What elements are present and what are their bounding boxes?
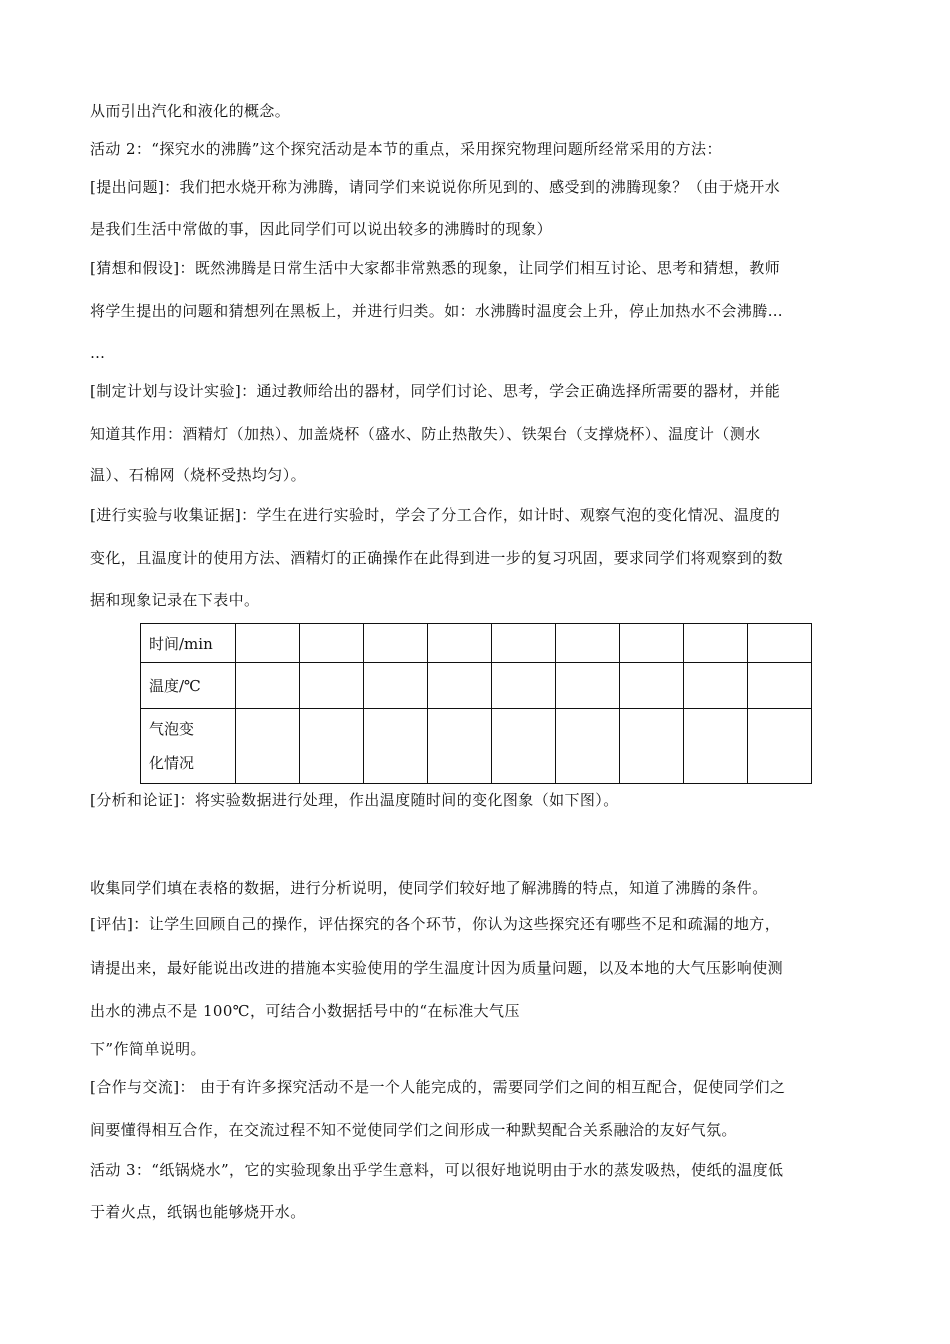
table-row-time — [141, 624, 812, 663]
paragraph-line: 是我们生活中常做的事，因此同学们可以说出较多的沸腾时的现象） — [90, 220, 553, 238]
table-cell[interactable] — [364, 624, 428, 663]
paragraph-line: [进行实验与收集证据]：学生在进行实验时，学会了分工合作，如计时、观察气泡的变化情况、温度的 — [90, 506, 781, 524]
table-cell[interactable] — [300, 624, 364, 663]
table-cell[interactable] — [748, 624, 812, 663]
paragraph-line: [分析和论证]：将实验数据进行处理，作出温度随时间的变化图象（如下图）。 — [90, 791, 619, 809]
paragraph-line: 从而引出汽化和液化的概念。 — [90, 102, 291, 120]
paragraph-line: 温）、石棉网（烧杯受热均匀）。 — [90, 466, 307, 484]
paragraph-line: 变化，且温度计的使用方法、酒精灯的正确操作在此得到进一步的复习巩固，要求同学们将观察到的数 — [90, 549, 784, 567]
row-header-temperature: 温度/℃ — [141, 663, 236, 709]
paragraph-line: 收集同学们填在表格的数据，进行分析说明，使同学们较好地了解沸腾的特点，知道了沸腾的条件。 — [90, 879, 768, 897]
table-cell[interactable] — [684, 663, 748, 709]
table-cell[interactable] — [364, 663, 428, 709]
row-header-bubbles-line1: 气泡变 — [149, 720, 195, 738]
paragraph-line: 下”作简单说明。 — [90, 1040, 206, 1058]
table-row-temperature — [141, 663, 812, 709]
table-cell[interactable] — [620, 709, 684, 784]
paragraph-line: 间要懂得相互合作，在交流过程不知不觉使同学们之间形成一种默契配合关系融洽的友好气氛。 — [90, 1121, 737, 1139]
table-cell[interactable] — [620, 663, 684, 709]
paragraph-line: [制定计划与设计实验]：通过教师给出的器材，同学们讨论、思考，学会正确选择所需要的器材，并能 — [90, 382, 781, 400]
table-cell[interactable] — [300, 663, 364, 709]
table-cell[interactable] — [748, 709, 812, 784]
data-record-table — [140, 623, 812, 784]
table-cell[interactable] — [236, 663, 300, 709]
paragraph-line: 将学生提出的问题和猜想列在黑板上，并进行归类。如：水沸腾时温度会上升，停止加热水不会沸腾… — [90, 302, 784, 320]
table-cell[interactable] — [364, 709, 428, 784]
table-row-bubbles — [141, 709, 812, 784]
row-header-time: 时间/min — [141, 624, 236, 663]
table-cell[interactable] — [684, 709, 748, 784]
table-cell[interactable] — [428, 709, 492, 784]
table-cell[interactable] — [620, 624, 684, 663]
paragraph-line: 知道其作用：酒精灯（加热）、加盖烧杯（盛水、防止热散失）、铁架台（支撑烧杯）、温度计（测水 — [90, 425, 761, 443]
table-cell[interactable] — [684, 624, 748, 663]
paragraph-line: 活动 2：“探究水的沸腾”这个探究活动是本节的重点，采用探究物理问题所经常采用的方法： — [90, 140, 722, 158]
paragraph-line: 请提出来，最好能说出改进的措施本实验使用的学生温度计因为质量问题，以及本地的大气压影响使测 — [90, 959, 784, 977]
table-cell[interactable] — [556, 663, 620, 709]
table-cell[interactable] — [236, 709, 300, 784]
table-cell[interactable] — [428, 624, 492, 663]
paragraph-line: [提出问题]：我们把水烧开称为沸腾，请同学们来说说你所见到的、感受到的沸腾现象？（由于烧开水 — [90, 178, 781, 196]
paragraph-line: 活动 3：“纸锅烧水”，它的实验现象出乎学生意料，可以很好地说明由于水的蒸发吸热，使纸的温度低 — [90, 1161, 784, 1179]
row-header-bubbles-line2: 化情况 — [149, 754, 195, 772]
paragraph-line: … — [90, 344, 106, 362]
paragraph-line: [评估]：让学生回顾自己的操作，评估探究的各个环节，你认为这些探究还有哪些不足和疏漏的地方， — [90, 915, 781, 933]
table-cell[interactable] — [492, 709, 556, 784]
table-cell[interactable] — [556, 709, 620, 784]
table-cell[interactable] — [300, 709, 364, 784]
paragraph-line: 于着火点，纸锅也能够烧开水。 — [90, 1203, 306, 1221]
table-cell[interactable] — [492, 663, 556, 709]
paragraph-line: [合作与交流]： 由于有许多探究活动不是一个人能完成的，需要同学们之间的相互配合，促使同学们之 — [90, 1078, 786, 1096]
paragraph-line: [猜想和假设]：既然沸腾是日常生活中大家都非常熟悉的现象，让同学们相互讨论、思考和猜想，教师 — [90, 259, 781, 277]
row-header-bubbles — [141, 709, 236, 784]
table-cell[interactable] — [748, 663, 812, 709]
paragraph-line: 出水的沸点不是 100℃，可结合小数据括号中的“在标准大气压 — [90, 1002, 520, 1020]
paragraph-line: 据和现象记录在下表中。 — [90, 591, 260, 609]
table-cell[interactable] — [556, 624, 620, 663]
table-cell[interactable] — [492, 624, 556, 663]
table-cell[interactable] — [236, 624, 300, 663]
table-cell[interactable] — [428, 663, 492, 709]
